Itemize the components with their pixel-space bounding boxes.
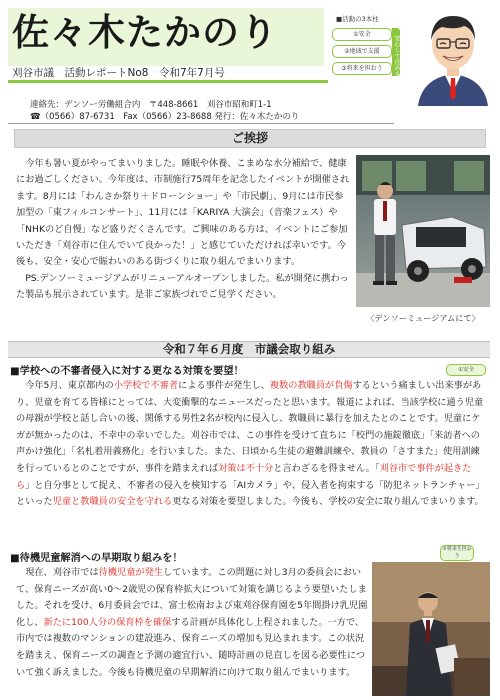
museum-photo	[356, 155, 490, 307]
pillar-1: ①安全	[332, 28, 392, 41]
topic-school-safety-tag: ①安全	[446, 364, 486, 376]
highlight-text: 児童と教職員の安全を守れる	[52, 496, 173, 508]
highlight-text: 待機児童が発生	[98, 567, 163, 578]
highlight-text: 複数の教職員が負傷	[269, 380, 353, 391]
museum-photo-caption: 〈デンソーミュージアムにて〉	[366, 313, 480, 323]
pillars-brace-label: 安心して住める	[393, 35, 400, 77]
page-title: 佐々木たかのり	[12, 11, 278, 54]
contact-info	[30, 99, 360, 123]
council-heading: 令和７年６月度 市議会取り組み	[8, 341, 490, 358]
body-text-run: 今年5月、東京都内の	[25, 380, 114, 391]
greeting-body	[16, 156, 350, 304]
topic-waitlist-tag: ③将来を担おう	[440, 545, 474, 561]
body-text-run: しています。この問題に対し3月の委員会において、保育ニーズが高い0〜2歳児の保育枠拡大について対策を講じるよう要望いたしました。それを受け、6月委員会では、富士松南および東刈谷保育園を5年間掛け乳児園化し、	[16, 567, 368, 628]
title-underline	[8, 80, 328, 83]
pillar-2: ②地域で支援	[332, 45, 392, 58]
body-text-run: と言わざるを得ません。「	[273, 462, 380, 474]
body-text-run: 現在、刈谷市では	[25, 567, 99, 578]
highlight-text: 刈谷市で事件が起きたら	[16, 462, 472, 491]
topic-school-safety-paragraph	[16, 378, 484, 511]
greeting-paragraph-1: 今年も暑い夏がやってまいりました。睡眠や休養、こまめな水分補給で、健康にお過ごしください。今年度は、市制施行75周年を記念したイベントが開催されます。8月には「わんさか祭り＋ドローンショー」や「市民劇」、9月には市民参加型の「東フィルコンサート」、11月には「KARIYA 大演会」（音楽フェス）や「NHKのど自慢」など盛りだくさんです。ご興味のある方は、イベントにご参加いただき「刈谷市に住んでいて良かった！」と感じていただければ幸いです。今後も、安全・安心で賑わいのある街づくりに取り組んでまいります。	[16, 158, 350, 268]
topic-school-safety-body	[16, 378, 484, 511]
body-text-run: による事件が発生し、	[178, 380, 270, 391]
highlight-text: 新たに100人分の保育枠を確保	[43, 616, 172, 628]
body-text-run: するという痛ましい出来事があり、児童を育てる皆様にとっては、大変衝撃的なニュースだったと思います。報道によれば、当該学校に通う児童の母親が学校と話し合いの後、関係する男性2名が校内に侵入し、教職員に暴行を加えたとのことです。児童にケガが無かったのは、不幸中の幸いでした。刈谷市では、この事件を受けて直ちに「校門の施錠徹底」「来訪者への声かけ強化」「名札着用義務化」を行いました。また、日頃から生徒の避難訓練や、教員の「さすまた」使用訓練を行っているとのことですが、事件を踏まえれば	[16, 380, 484, 474]
highlight-text: 小学校で不審者	[113, 380, 179, 391]
body-text-run: 」と自分事として捉え、不審者の侵入を検知する「AIカメラ」や、侵入者を拘束する「防犯ネットランチャー」といった	[16, 479, 480, 508]
contact-address: 連絡先：デンソー労働組合内 〒448-8661 刈谷市昭和町1-1	[30, 100, 272, 110]
topic-school-safety-title: ■学校への不審者侵入に対する更なる対策を要望！	[10, 366, 244, 377]
pillars-heading: ■活動の3本柱	[336, 15, 379, 23]
report-subtitle: 刈谷市議 活動レポートNo8 令和7年7月号	[12, 67, 225, 79]
contact-phone: ☎（0566）87-6731 Fax（0566）23-8688 発行：佐々木たかのり	[30, 112, 300, 122]
topic-waitlist-paragraph	[16, 565, 368, 681]
pillar-3: ③将来を担おう	[332, 62, 392, 75]
body-text-run: 更なる対策を要望しました。今後も、学校の安全に取り組んでまいります。	[172, 496, 484, 508]
greeting-heading: ご挨拶	[14, 129, 486, 148]
highlight-text: 対策は不十分	[218, 462, 274, 474]
portrait-illustration	[412, 8, 494, 106]
topic-waitlist-body	[16, 565, 368, 681]
topic-waitlist-title: ■待機児童解消への早期取り組みを！	[10, 553, 183, 564]
body-text-run: する計画が具体化し上程されました。一方で、市内では複数のマンションの建設進み、保育ニーズの増加も見込まれます。この状況を踏まえ、保育ニーズの調査と予測の適宜行い、随時計画の見直しを図る必要性について強く訴えました。今後も待機児童の早期解消に向けて取り組んでまいります。	[16, 616, 366, 678]
council-photo	[372, 562, 490, 696]
greeting-paragraph-2: PS.デンソーミュージアムがリニューアルオープンしました。私が開発に携わった製品も展示されています。是非ご家族づれでご見学ください。	[16, 272, 349, 301]
contact-divider	[8, 123, 394, 124]
